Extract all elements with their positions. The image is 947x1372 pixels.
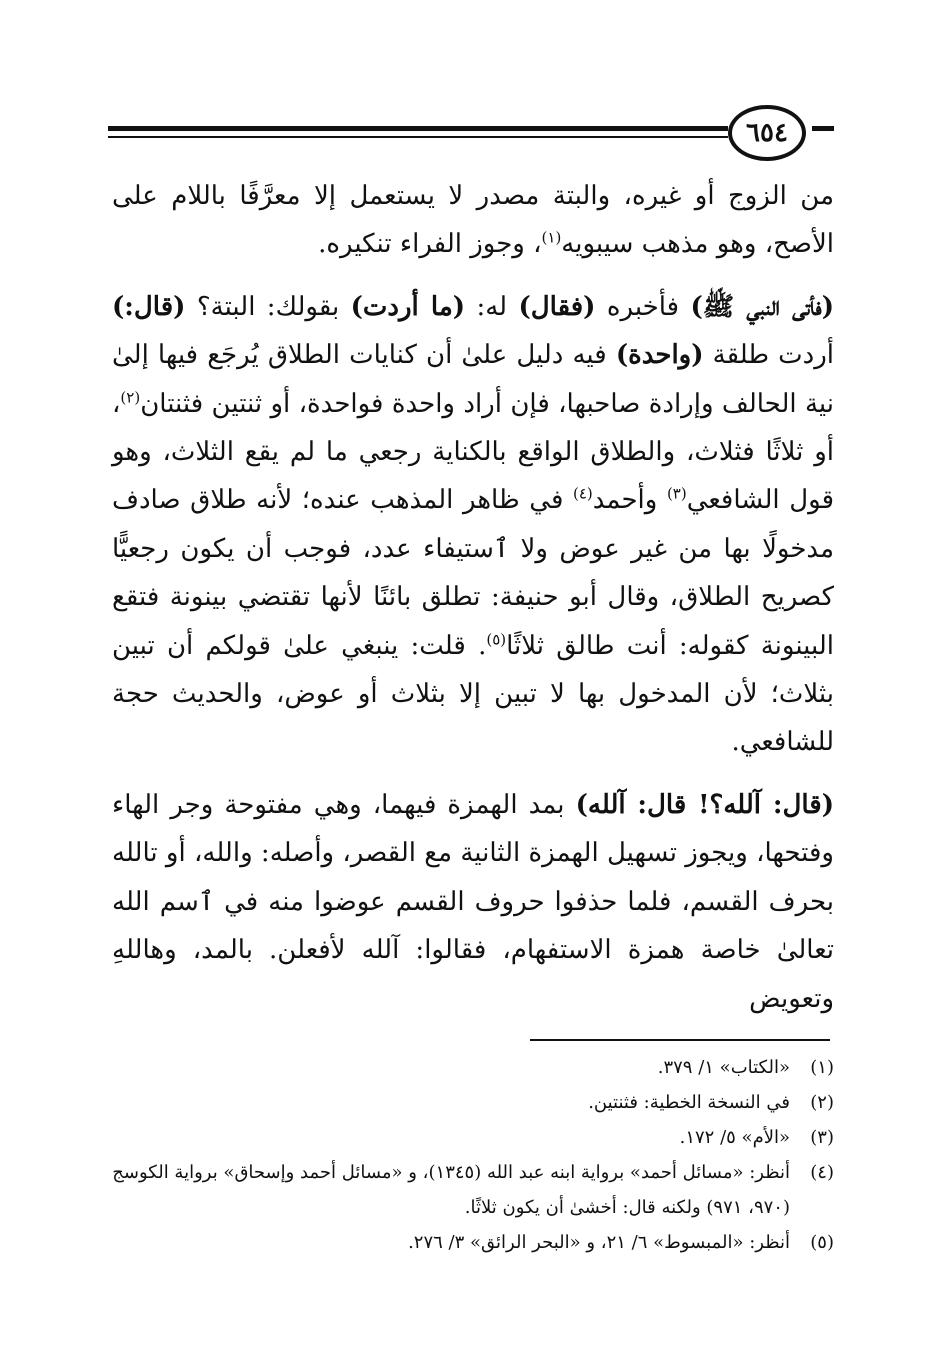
footnote-5 xyxy=(112,1225,834,1260)
footnote-number: (٤) xyxy=(810,1162,834,1183)
footnote-ref-5[interactable]: (٥) xyxy=(486,630,507,648)
footnote-number: (٥) xyxy=(810,1232,834,1253)
p2-text-3: بقولك: البتة؟ xyxy=(185,291,351,322)
p3-text-1: بمد الهمزة فيهما، وهي مفتوحة وجر الهاء وفتحها، ويجوز تسهيل الهمزة الثانية مع القصر، وأصله: والله، أو تالله بحرف القسم، فلما حذفوا حروف القسم عوضوا منه في ٱسم الله تعالىٰ خاصة همزة الاستفهام، فقالوا: آلله لأفعلن. بالمد، وهاللهِ وتعويض xyxy=(112,789,834,1014)
p2-text-1: فأخبره xyxy=(595,291,691,322)
header-rule-right xyxy=(812,126,834,131)
footnote-number: (٣) xyxy=(810,1127,834,1148)
footnote-text: «الكتاب» ١/ ٣٧٩. xyxy=(657,1057,790,1078)
p2-text-2: له: xyxy=(465,291,519,322)
header-rule-thin xyxy=(108,136,728,138)
p2-bold-1: (فأتى النبي ﷺ) xyxy=(690,291,834,322)
footnote-ref-3[interactable]: (٣) xyxy=(666,484,687,503)
p2-text-7: وأحمد xyxy=(592,485,667,516)
p2-text-6: ، أو ثلاثًا فثلاث، والطلاق الواقع بالكناية رجعي ما لم يقع الثلاث، وهو قول الشافعي xyxy=(112,388,834,516)
footnote-2 xyxy=(112,1085,834,1120)
p1-text-b: ، وجوز الفراء تنكيره. xyxy=(318,229,542,260)
footnote-1 xyxy=(112,1050,834,1085)
p2-bold-3: (ما أردت) xyxy=(350,291,466,322)
footnote-4 xyxy=(112,1155,834,1225)
p2-bold-2: (فقال) xyxy=(518,291,596,322)
p2-bold-4: (قال:) xyxy=(112,291,186,322)
footnote-separator xyxy=(530,1039,830,1041)
paragraph-2 xyxy=(112,283,834,767)
paragraph-1 xyxy=(112,172,834,269)
paragraph-3 xyxy=(112,781,834,1023)
p2-bold-5: (واحدة) xyxy=(615,340,704,371)
footnote-text: أنظر: «مسائل أحمد» برواية ابنه عبد الله (١٣٤٥)، و «مسائل أحمد وإسحاق» برواية الكوسج (٩٧٠، ٩٧١) ولكنه قال: أخشىٰ أن يكون ثلاثًا. xyxy=(112,1162,790,1218)
page-header xyxy=(108,105,834,165)
footnote-text: أنظر: «المبسوط» ٦/ ٢١، و «البحر الرائق» ٣/ ٢٧٦. xyxy=(408,1232,790,1253)
header-rule-thick xyxy=(108,126,728,131)
main-text xyxy=(112,172,834,1023)
p3-bold-1: (قال: آلله؟! قال: آلله) xyxy=(575,789,834,820)
page-number: ٦٥٤ xyxy=(728,105,806,161)
p2-text-8: في ظاهر المذهب عنده؛ لأنه طلاق صادف مدخولًا بها من غير عوض ولا ٱستيفاء عدد، فوجب أن يكون رجعيًّا كصريح الطلاق، وقال أبو حنيفة: تطلق بائنًا لأنها تقتضي بينونة فتقع البينونة كقوله: أنت طالق ثلاثًا xyxy=(112,485,835,661)
footnote-3 xyxy=(112,1120,834,1155)
p1-text-a: من الزوج أو غيره، والبتة مصدر لا يستعمل إلا معرَّفًا باللام على الأصح، وهو مذهب سيبويه xyxy=(112,181,834,260)
footnote-number: (١) xyxy=(810,1057,834,1078)
footnotes xyxy=(112,1050,834,1260)
footnote-number: (٢) xyxy=(810,1092,834,1113)
footnote-ref-1[interactable]: (١) xyxy=(541,228,562,247)
footnote-ref-4[interactable]: (٤) xyxy=(573,484,593,503)
p2-text-9: . قلت: ينبغي علىٰ قولكم أن تبين بثلاث؛ لأن المدخول بها لا تبين إلا بثلاث أو عوض، والحديث حجة للشافعي. xyxy=(112,630,834,758)
p2-text-5: فيه دليل علىٰ أن كنايات الطلاق يُرجَع فيها إلىٰ نية الحالف وإرادة صاحبها، فإن أراد واحدة فواحدة، أو ثنتين فثنتان xyxy=(112,340,834,419)
p2-text-4: أردت طلقة xyxy=(703,340,834,371)
footnote-ref-2[interactable]: (٢) xyxy=(120,387,141,406)
footnote-text: في النسخة الخطية: فثنتين. xyxy=(588,1092,790,1113)
footnote-text: «الأم» ٥/ ١٧٢. xyxy=(679,1127,790,1148)
